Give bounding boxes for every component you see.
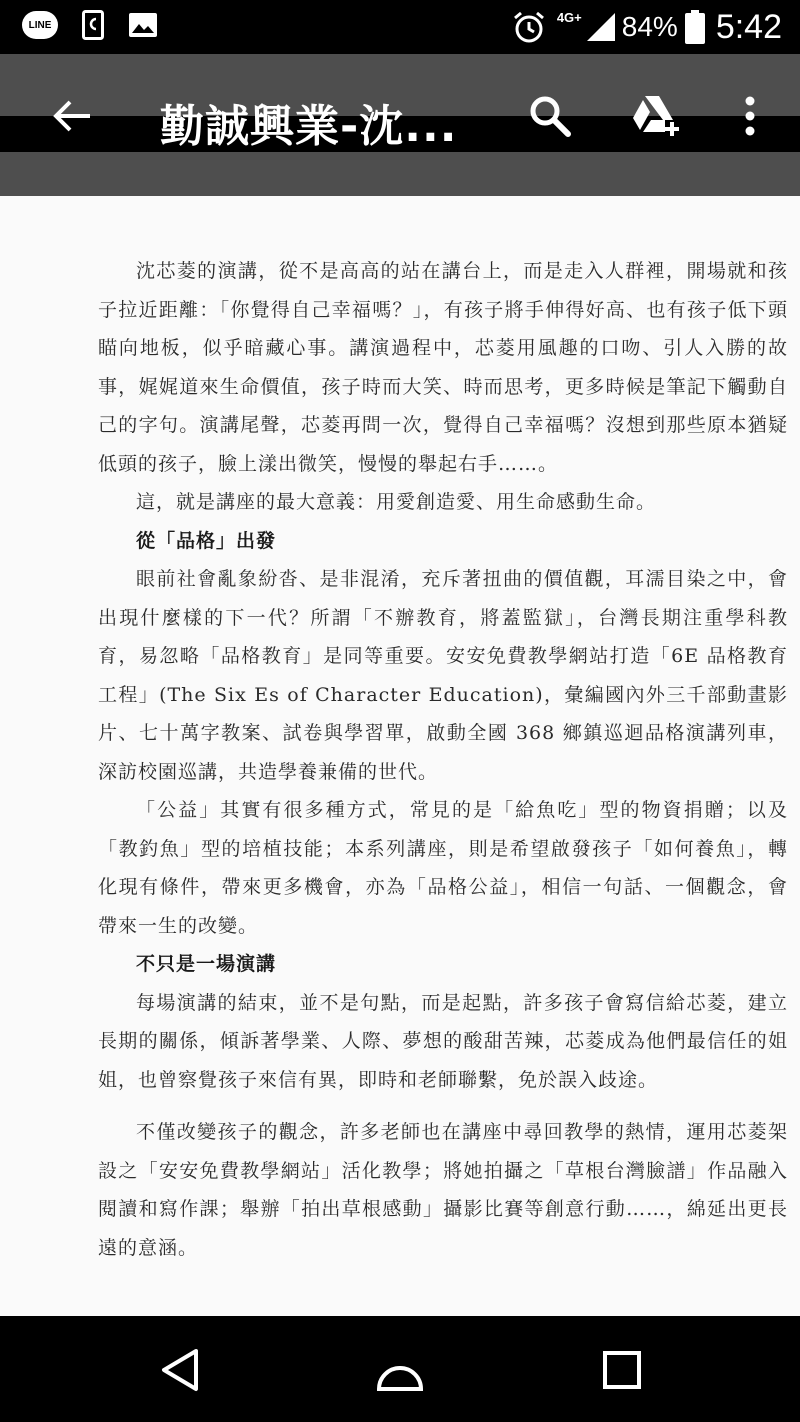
document-page[interactable] xyxy=(0,196,800,1316)
app-toolbar xyxy=(0,54,800,196)
paragraph: 眼前社會亂象紛沓、是非混淆，充斥著扭曲的價值觀，耳濡目染之中，會出現什麼樣的下一代？所謂「不辦教育，將蓋監獄」，台灣長期注重學科教育，易忽略「品格教育」是同等重要。安安免費教學網站打造「6E 品格教育工程」(The Six Es of Character Education)，彙編國內外三千部動畫影片、七十萬字教案、試卷與學習單，啟動全國 368 鄉鎮巡迴品格演講列車，深訪校園巡講，共造學養兼備的世代。 xyxy=(98,568,788,783)
line-label: LINE xyxy=(28,19,52,31)
battery-icon xyxy=(684,10,706,44)
paragraph: 「公益」其實有很多種方式，常見的是「給魚吃」型的物資捐贈；以及「教釣魚」型的培植技能；本系列講座，則是希望啟發孩子「如何養魚」，轉化現有條件，帶來更多機會，亦為「品格公益」，相信一句話、一個觀念，會帶來一生的改變。 xyxy=(98,799,788,937)
back-arrow-icon[interactable] xyxy=(44,88,100,144)
section-heading: 從「品格」出發 xyxy=(136,529,277,552)
paragraph: 不僅改變孩子的觀念，許多老師也在講座中尋回教學的熱情，運用芯菱架設之「安安免費教學網站」活化教學；將她拍攝之「草根台灣臉譜」作品融入閱讀和寫作課；舉辦「拍出草根感動」攝影比賽等創意行動……，綿延出更長遠的意涵。 xyxy=(98,1121,788,1259)
network-type: 4G+ xyxy=(556,10,582,25)
system-status xyxy=(511,4,782,50)
document-title: 勤誠興業-沈... xyxy=(160,101,458,152)
back-triangle-icon[interactable] xyxy=(150,1342,210,1398)
document-body xyxy=(98,252,788,1267)
navigation-bar xyxy=(0,1316,800,1422)
recents-square-icon[interactable] xyxy=(592,1342,652,1398)
battery-percent: 84% xyxy=(621,11,678,42)
paragraph: 每場演講的結束，並不是句點，而是起點，許多孩子會寫信給芯菱，建立長期的關係，傾訴著學業、人際、夢想的酸甜苦辣，芯菱成為他們最信任的姐姐，也曾察覺孩子來信有異，即時和老師聯繫，免於誤入歧途。 xyxy=(98,991,788,1091)
home-circle-icon[interactable] xyxy=(370,1342,430,1398)
status-bar xyxy=(0,0,800,54)
search-icon[interactable] xyxy=(524,90,576,142)
notification-icons xyxy=(22,8,158,42)
drive-add-icon[interactable] xyxy=(630,90,682,142)
alarm-icon xyxy=(511,10,547,44)
signal-icon xyxy=(584,10,618,44)
more-vert-icon[interactable] xyxy=(724,90,776,142)
line-app-icon xyxy=(22,11,58,39)
paragraph: 沈芯菱的演講，從不是高高的站在講台上，而是走入人群裡，開場就和孩子拉近距離：「你覺得自己幸福嗎？」，有孩子將手伸得好高、也有孩子低下頭瞄向地板，似乎暗藏心事。講演過程中，芯菱用風趣的口吻、引人入勝的故事，娓娓道來生命價值，孩子時而大笑、時而思考，更多時候是筆記下觸動自己的字句。演講尾聲，芯菱再問一次，覺得自己幸福嗎？沒想到那些原本猶疑低頭的孩子，臉上漾出微笑，慢慢的舉起右手……。 xyxy=(98,260,788,475)
document-icon xyxy=(78,8,108,42)
section-heading: 不只是一場演講 xyxy=(136,953,277,975)
paragraph: 這，就是講座的最大意義：用愛創造愛、用生命感動生命。 xyxy=(136,491,657,513)
image-icon xyxy=(128,8,158,42)
clock: 5:42 xyxy=(715,7,782,46)
